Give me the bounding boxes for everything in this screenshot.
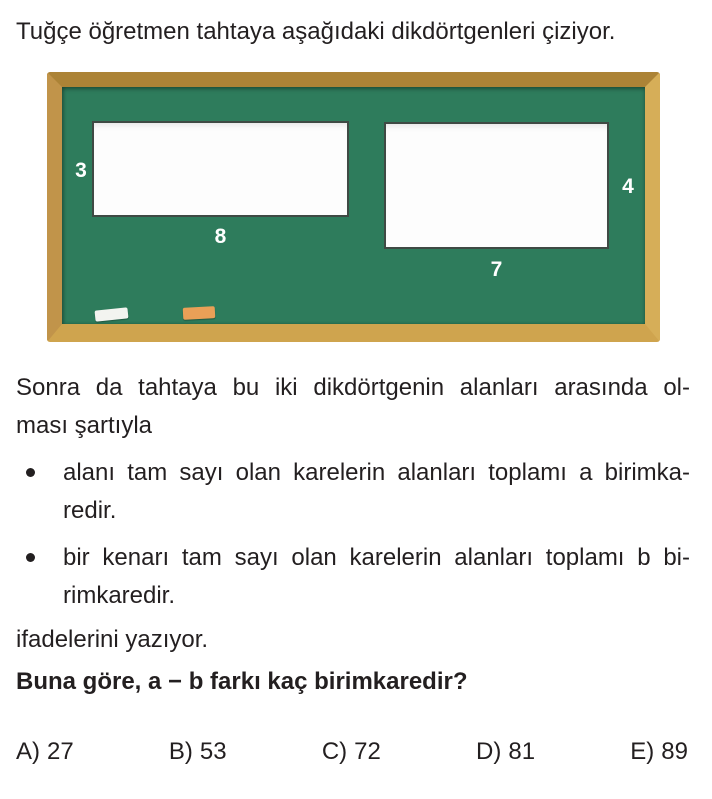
closing-text: ifadelerini yazıyor.: [16, 626, 209, 653]
bullet-marker: [16, 539, 63, 615]
bullet-icon: [26, 553, 35, 562]
question-prompt: Buna göre, a − b farkı kaç birimkaredir?: [16, 668, 468, 695]
rectangle-right-width-label: 7: [490, 258, 503, 281]
bullet-a-line-2: redir.: [63, 497, 117, 524]
option-a-label: A): [16, 738, 40, 765]
option-d: [476, 737, 535, 767]
rectangle-right: [384, 122, 609, 249]
setup-paragraph: [16, 369, 690, 445]
option-e-label: E): [630, 738, 655, 765]
option-c-label: C): [321, 738, 348, 765]
option-b-label: B): [168, 738, 193, 765]
option-e-value: 89: [661, 738, 688, 765]
bullet-content: [63, 454, 690, 530]
bullet-a-line-1: alanı tam sayı olan karelerin alanları toplamı a birimka-: [63, 459, 690, 486]
rectangle-right-height-label: 4: [622, 175, 634, 198]
question-intro: Tuğçe öğretmen tahtaya aşağıdaki dikdörtgenleri çiziyor.: [16, 18, 616, 45]
bullet-b-line-1: bir kenarı tam sayı olan karelerin alanları toplamı b bi-: [63, 544, 690, 571]
rectangle-left: [92, 121, 349, 217]
option-e: [630, 737, 688, 767]
white-chalk-icon: [95, 307, 129, 321]
option-a-value: 27: [47, 738, 74, 765]
bullet-item-b: [16, 539, 690, 615]
setup-line-1: Sonra da tahtaya bu iki dikdörtgenin alanları arasında ol-: [16, 374, 690, 401]
option-c: [322, 737, 381, 767]
bullet-b-line-2: rimkaredir.: [63, 582, 176, 609]
bullet-item-a: [16, 454, 690, 530]
option-d-value: 81: [508, 738, 536, 765]
bullet-content: [63, 539, 690, 615]
option-c-value: 72: [354, 738, 381, 765]
question-page: [0, 16, 712, 799]
answer-options: [16, 737, 688, 767]
option-a: [16, 737, 74, 767]
option-b: [169, 737, 227, 767]
orange-chalk-icon: [183, 306, 216, 320]
chalkboard: [47, 72, 660, 342]
rectangle-left-height-label: 3: [75, 159, 87, 182]
bullet-marker: [16, 454, 63, 530]
rectangle-left-width-label: 8: [214, 225, 227, 248]
chalkboard-surface: [62, 87, 645, 324]
option-b-value: 53: [199, 738, 227, 765]
option-d-label: D): [476, 738, 502, 765]
bullet-icon: [26, 468, 35, 477]
setup-line-2: ması şartıyla: [16, 412, 153, 439]
